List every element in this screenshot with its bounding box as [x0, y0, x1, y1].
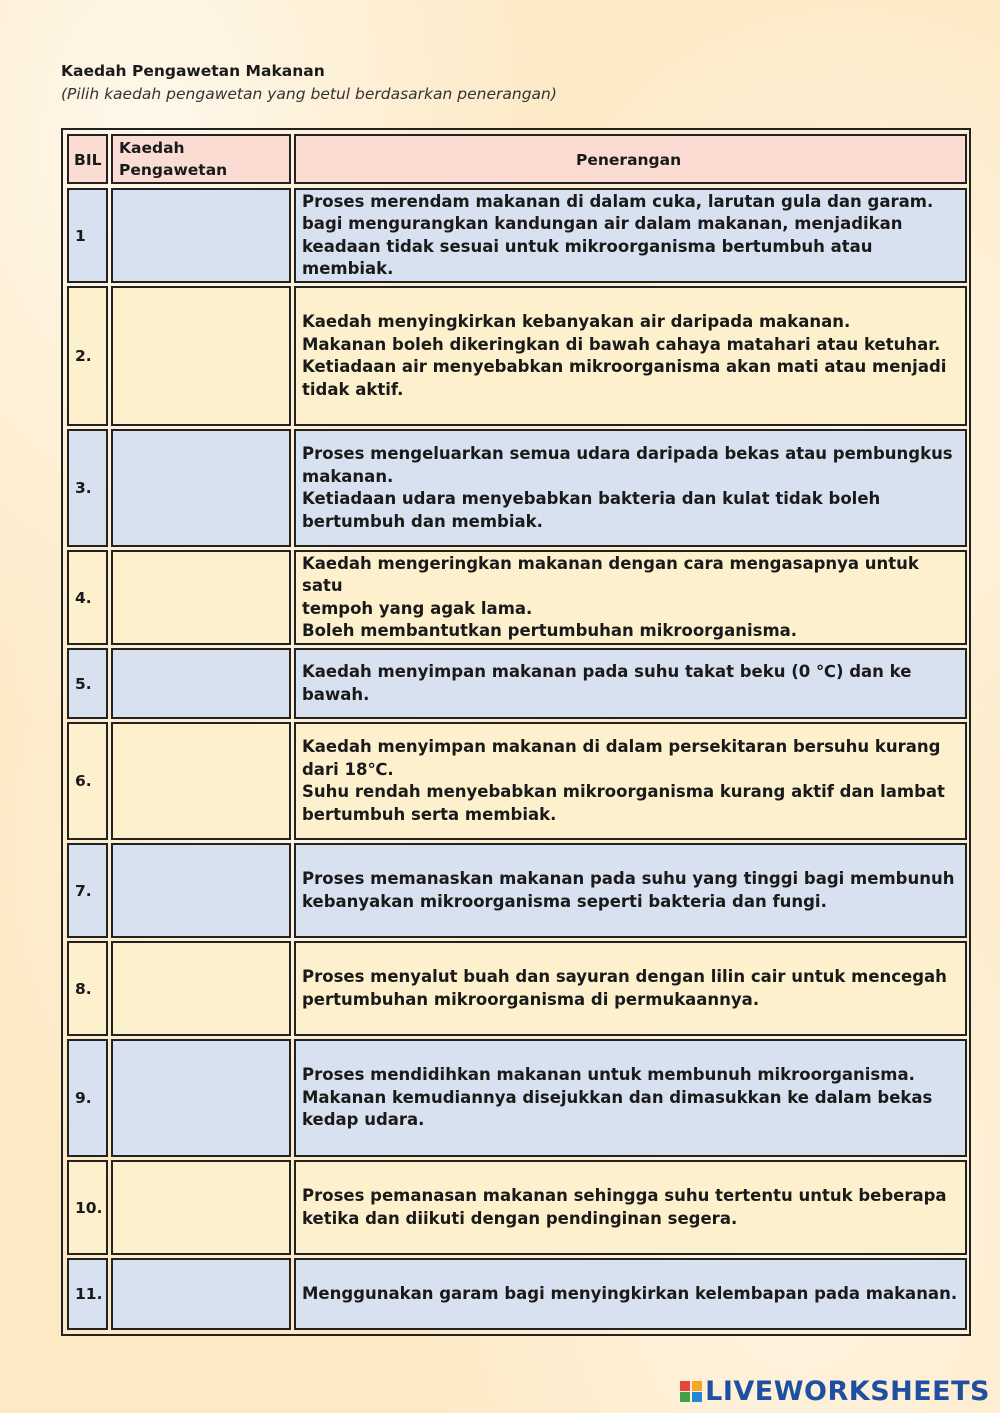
penerangan-cell	[294, 1160, 967, 1255]
penerangan-text: Kaedah menyimpan makanan pada suhu takat beku (0 ℃) dan ke bawah.	[302, 662, 912, 704]
penerangan-text: Proses memanaskan makanan pada suhu yang tinggi bagi membunuh kebanyakan mikroorganisma seperti bakteria dan fungi.	[302, 869, 955, 911]
liveworksheets-logo	[680, 1376, 990, 1407]
penerangan-cell	[294, 429, 967, 547]
penerangan-text: Menggunakan garam bagi menyingkirkan kelembapan pada makanan.	[302, 1283, 958, 1303]
penerangan-cell	[294, 648, 967, 719]
penerangan-text: Kaedah mengeringkan makanan dengan cara mengasapnya untuk satu tempoh yang agak lama. Boleh membantutkan pertumbuhan mikroorganisma.	[302, 553, 919, 640]
header-kaedah	[111, 134, 291, 184]
penerangan-cell	[294, 188, 967, 283]
kaedah-answer-field[interactable]	[111, 550, 291, 645]
row-number: 6.	[67, 722, 108, 840]
penerangan-cell	[294, 941, 967, 1036]
penerangan-cell	[294, 286, 967, 426]
kaedah-answer-field[interactable]	[111, 188, 291, 283]
kaedah-answer-field[interactable]	[111, 429, 291, 547]
kaedah-answer-field[interactable]	[111, 722, 291, 840]
header-penerangan-label: Penerangan	[576, 151, 682, 169]
kaedah-answer-field[interactable]	[111, 1160, 291, 1255]
row-number: 2.	[67, 286, 108, 426]
kaedah-answer-field[interactable]	[111, 286, 291, 426]
kaedah-answer-field[interactable]	[111, 843, 291, 938]
penerangan-text: Kaedah menyingkirkan kebanyakan air daripada makanan. Makanan boleh dikeringkan di bawah cahaya matahari atau ketuhar. Ketiadaan air menyebabkan mikroorganisma akan mati atau menjadi tidak aktif.	[302, 312, 947, 399]
row-number: 7.	[67, 843, 108, 938]
row-number: 5.	[67, 648, 108, 719]
penerangan-cell	[294, 1258, 967, 1330]
penerangan-text: Proses pemanasan makanan sehingga suhu tertentu untuk beberapa ketika dan diikuti dengan pendinginan segera.	[302, 1186, 947, 1228]
preservation-table	[61, 128, 971, 1336]
row-number: 3.	[67, 429, 108, 547]
kaedah-answer-field[interactable]	[111, 941, 291, 1036]
row-number: 11.	[67, 1258, 108, 1330]
penerangan-cell	[294, 843, 967, 938]
header-penerangan	[294, 134, 967, 184]
penerangan-cell	[294, 1039, 967, 1157]
row-number: 4.	[67, 550, 108, 645]
header-bil	[67, 134, 108, 184]
header-bil-label: BIL	[74, 151, 102, 169]
liveworksheets-logo-icon	[680, 1381, 702, 1403]
row-number: 1	[67, 188, 108, 283]
penerangan-cell	[294, 722, 967, 840]
row-number: 8.	[67, 941, 108, 1036]
logo-text: LIVEWORKSHEETS	[705, 1376, 990, 1407]
penerangan-text: Proses mengeluarkan semua udara daripada bekas atau pembungkus makanan. Ketiadaan udara menyebabkan bakteria dan kulat tidak boleh bertumbuh dan membiak.	[302, 444, 953, 531]
kaedah-answer-field[interactable]	[111, 1039, 291, 1157]
penerangan-text: Kaedah menyimpan makanan di dalam persekitaran bersuhu kurang dari 18℃. Suhu rendah menyebabkan mikroorganisma kurang aktif dan lambat bertumbuh serta membiak.	[302, 737, 945, 824]
header-kaedah-label-2: Pengawetan	[119, 161, 228, 179]
penerangan-text: Proses menyalut buah dan sayuran dengan lilin cair untuk mencegah pertumbuhan mikroorganisma di permukaannya.	[302, 967, 947, 1009]
penerangan-text: Proses merendam makanan di dalam cuka, larutan gula dan garam. bagi mengurangkan kandungan air dalam makanan, menjadikan keadaan tidak sesuai untuk mikroorganisma bertumbuh atau membiak.	[302, 191, 934, 278]
row-number: 10.	[67, 1160, 108, 1255]
worksheet-subtitle: (Pilih kaedah pengawetan yang betul berdasarkan penerangan)	[61, 85, 557, 103]
row-number: 9.	[67, 1039, 108, 1157]
kaedah-answer-field[interactable]	[111, 1258, 291, 1330]
kaedah-answer-field[interactable]	[111, 648, 291, 719]
worksheet-title: Kaedah Pengawetan Makanan	[61, 62, 325, 80]
penerangan-cell	[294, 550, 967, 645]
header-kaedah-label-1: Kaedah	[119, 139, 185, 157]
penerangan-text: Proses mendidihkan makanan untuk membunuh mikroorganisma. Makanan kemudiannya disejukkan dan dimasukkan ke dalam bekas kedap udara.	[302, 1065, 933, 1130]
